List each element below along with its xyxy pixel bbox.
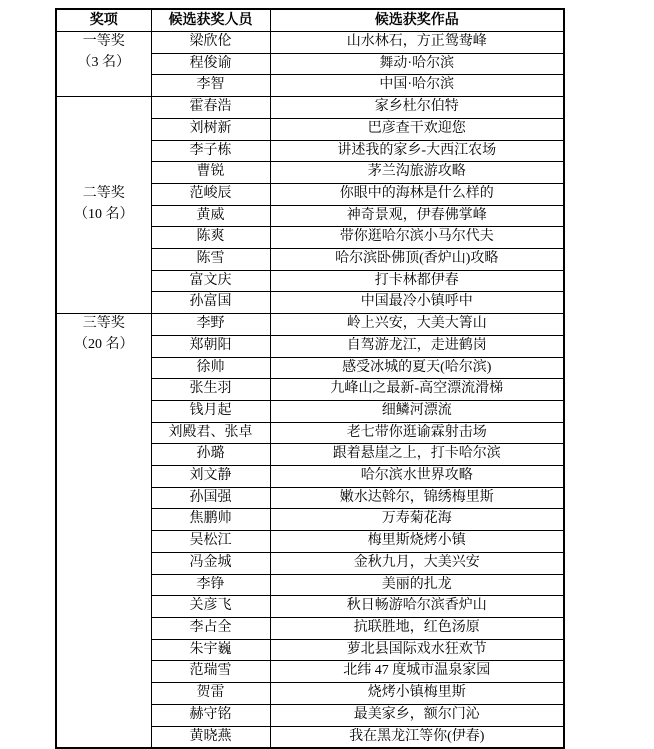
candidate-work-cell: 山水林石，方正鸳鸯峰 [270,32,564,54]
award-count-label: （3 名） [77,54,130,70]
candidate-work-cell: 中国最冷小镇呼中 [270,292,564,314]
candidate-work-cell: 秋日畅游哈尔滨香炉山 [270,596,564,618]
candidate-name-cell: 梁欣伦 [151,32,270,54]
table-row [56,32,564,54]
candidate-work-cell: 抗联胜地，红色汤原 [270,617,564,639]
candidate-name-cell: 冯金城 [151,552,270,574]
candidate-name-cell: 张生羽 [151,379,270,401]
candidate-work-cell: 梅里斯烧烤小镇 [270,531,564,553]
candidate-name-cell: 孙富国 [151,292,270,314]
award-label: 三等奖 [82,316,125,332]
candidate-work-cell: 讲述我的家乡-大西江农场 [270,140,564,162]
candidate-work-cell: 我在黑龙江等你(伊春) [270,726,564,748]
candidate-name-cell: 程俊谕 [151,53,270,75]
candidate-name-cell: 曹锐 [151,162,270,184]
candidate-name-cell: 李智 [151,75,270,97]
candidate-name-cell: 李铮 [151,574,270,596]
candidate-work-cell: 金秋九月，大美兴安 [270,552,564,574]
header-candidate-name: 候选获奖人员 [151,9,270,32]
candidate-name-cell: 霍春浩 [151,97,270,119]
candidate-name-cell: 李占全 [151,617,270,639]
candidate-work-cell: 带你逛哈尔滨小马尔代夫 [270,227,564,249]
candidate-work-cell: 舞动·哈尔滨 [270,53,564,75]
candidate-name-cell: 朱宇巍 [151,639,270,661]
candidate-name-cell: 贺雷 [151,683,270,705]
candidate-name-cell: 孙国强 [151,487,270,509]
candidate-work-cell: 万寿菊花海 [270,509,564,531]
award-group-cell [56,314,151,749]
award-count-label: （10 名） [74,207,134,223]
candidate-work-cell: 打卡林都伊春 [270,270,564,292]
candidate-name-cell: 焦鹏帅 [151,509,270,531]
candidate-work-cell: 九峰山之最新-高空漂流滑梯 [270,379,564,401]
candidate-work-cell: 自驾游龙江，走进鹤岗 [270,335,564,357]
candidate-name-cell: 徐帅 [151,357,270,379]
candidate-name-cell: 黄威 [151,205,270,227]
award-label: 一等奖 [82,34,125,49]
award-table [55,8,565,749]
candidate-work-cell: 家乡杜尔伯特 [270,97,564,119]
candidate-work-cell: 巴彦查干欢迎您 [270,118,564,140]
header-candidate-work: 候选获奖作品 [270,9,564,32]
candidate-name-cell: 刘殿君、张卓 [151,422,270,444]
candidate-work-cell: 美丽的扎龙 [270,574,564,596]
candidate-work-cell: 你眼中的海林是什么样的 [270,183,564,205]
candidate-name-cell: 富文庆 [151,270,270,292]
candidate-work-cell: 跟着悬崖之上，打卡哈尔滨 [270,444,564,466]
candidate-name-cell: 刘树新 [151,118,270,140]
candidate-work-cell: 哈尔滨水世界攻略 [270,466,564,488]
candidate-name-cell: 陈爽 [151,227,270,249]
candidate-name-cell: 刘文静 [151,466,270,488]
candidate-work-cell: 老七带你逛谕霖射击场 [270,422,564,444]
candidate-work-cell: 中国·哈尔滨 [270,75,564,97]
candidate-name-cell: 郑朝阳 [151,335,270,357]
candidate-work-cell: 细鳞河漂流 [270,400,564,422]
table-row [56,97,564,119]
table-row [56,314,564,336]
candidate-name-cell: 范峻辰 [151,183,270,205]
candidate-work-cell: 最美家乡，额尔门沁 [270,704,564,726]
candidate-work-cell: 北纬 47 度城市温泉家园 [270,661,564,683]
candidate-work-cell: 茅兰沟旅游攻略 [270,162,564,184]
header-row [56,9,564,32]
award-label: 二等奖 [82,186,125,202]
candidate-name-cell: 李野 [151,314,270,336]
candidate-name-cell: 孙璐 [151,444,270,466]
candidate-work-cell: 烧烤小镇梅里斯 [270,683,564,705]
candidate-name-cell: 钱月起 [151,400,270,422]
award-group-cell [56,97,151,314]
candidate-work-cell: 萝北县国际戏水狂欢节 [270,639,564,661]
award-group-cell [56,32,151,97]
candidate-name-cell: 范瑞雪 [151,661,270,683]
candidate-work-cell: 哈尔滨卧佛顶(香炉山)攻略 [270,249,564,271]
candidate-name-cell: 陈雪 [151,249,270,271]
candidate-name-cell: 李子栋 [151,140,270,162]
candidate-work-cell: 神奇景观，伊春佛掌峰 [270,205,564,227]
candidate-name-cell: 黄晓燕 [151,726,270,748]
candidate-work-cell: 感受冰城的夏天(哈尔滨) [270,357,564,379]
candidate-work-cell: 岭上兴安，大美大箐山 [270,314,564,336]
candidate-name-cell: 关彦飞 [151,596,270,618]
header-award: 奖项 [56,9,151,32]
award-count-label: （20 名） [74,336,134,352]
candidate-name-cell: 吴松江 [151,531,270,553]
candidate-name-cell: 赫守铭 [151,704,270,726]
candidate-work-cell: 嫩水达斡尔，锦绣梅里斯 [270,487,564,509]
